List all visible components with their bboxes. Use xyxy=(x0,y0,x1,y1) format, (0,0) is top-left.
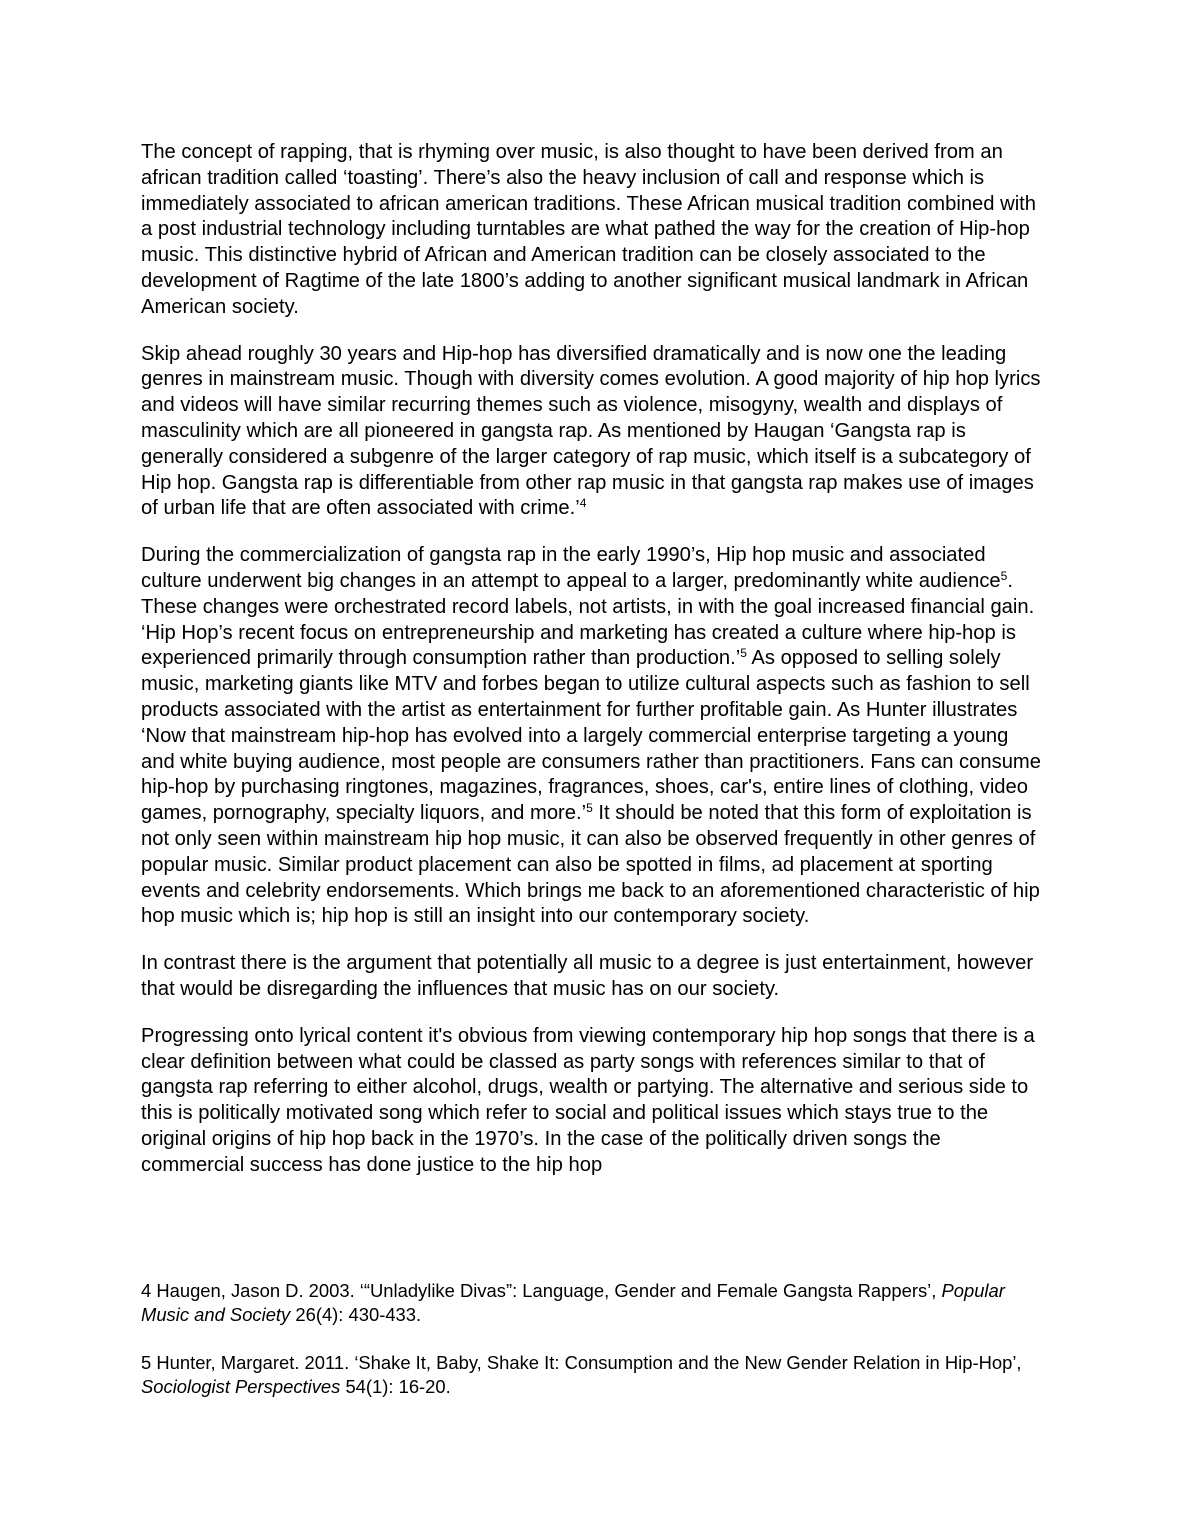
footnote-5 xyxy=(141,1351,1046,1399)
paragraph-text: As opposed to selling solely music, marketing giants like MTV and forbes began to utilize cultural aspects such as fashion to sell products associated with the artist as entertainment for further profitable gain. As Hunter illustrates ‘Now that mainstream hip-hop has evolved into a largely commercial enterprise targeting a young and white buying audience, most people are consumers rather than practitioners. Fans can consume hip-hop by purchasing ringtones, magazines, fragrances, shoes, car's, entire lines of clothing, video games, pornography, specialty liquors, and more.’ xyxy=(141,647,1041,825)
body-text xyxy=(141,140,1046,1199)
paragraph-text: The concept of rapping, that is rhyming over music, is also thought to have been derived from an african tradition called ‘toasting’. There’s also the heavy inclusion of call and response which is immediately associated to african american traditions. These African musical tradition combined with a post industrial technology including turntables are what pathed the way for the creation of Hip-hop music. This distinctive hybrid of African and American tradition can be closely associated to the development of Ragtime of the late 1800’s adding to another significant musical landmark in African American society. xyxy=(141,141,1037,318)
footnote-ref-4[interactable]: 4 xyxy=(579,496,587,511)
footnote-number: 5 xyxy=(141,1352,152,1373)
footnote-tail: 54(1): 16-20. xyxy=(340,1376,451,1397)
paragraph-lyrical-content xyxy=(141,1024,1046,1179)
footnote-number: 4 xyxy=(141,1280,152,1301)
paragraph-text: During the commercialization of gangsta rap in the early 1990’s, Hip hop music and associated culture underwent big changes in an attempt to appeal to a larger, predominantly white audience xyxy=(141,544,1001,592)
paragraph-toasting xyxy=(141,140,1046,321)
paragraph-text: . These changes were orchestrated record labels, not artists, in with the goal increased financial gain. ‘Hip Hop’s recent focus on entrepreneurship and marketing has created a culture where hip-hop is experienced primarily through consumption rather than production.’ xyxy=(141,569,1035,670)
paragraph-text: Progressing onto lyrical content it's obvious from viewing contemporary hip hop songs that there is a clear definition between what could be classed as party songs with references similar to that of gangsta rap referring to either alcohol, drugs, wealth or partying. The alternative and serious side to this is politically motivated song which refer to social and political issues which stays true to the original origins of hip hop back in the 1970’s. In the case of the politically driven songs the commercial success has done justice to the hip hop xyxy=(141,1024,1035,1176)
footnote-tail: 26(4): 430-433. xyxy=(290,1304,422,1325)
footnote-ref-5[interactable]: 5 xyxy=(1000,568,1008,583)
paragraph-text: In contrast there is the argument that potentially all music to a degree is just entertainment, however that would be disregarding the influences that music has on our society. xyxy=(141,952,1034,1000)
footnote-ref-5[interactable]: 5 xyxy=(586,801,593,816)
footnote-4 xyxy=(141,1279,1046,1327)
paragraph-text: It should be noted that this form of exploitation is not only seen within mainstream hip hop music, it can also be observed frequently in other genres of popular music. Similar product placement can also be spotted in films, ad placement at sporting events and celebrity endorsements. Which brings me back to an aforementioned characteristic of hip hop music which is; hip hop is still an insight into our contemporary society. xyxy=(141,802,1040,928)
paragraph-gangsta-rap xyxy=(141,342,1046,523)
footnote-ref-5[interactable]: 5 xyxy=(740,646,747,661)
footnotes xyxy=(141,1279,1046,1423)
paragraph-contrast xyxy=(141,951,1046,1003)
footnote-text: Haugen, Jason D. 2003. ‘“Unladylike Divas”: Language, Gender and Female Gangsta Rappers’, xyxy=(151,1280,942,1301)
paragraph-commercialization xyxy=(141,543,1046,930)
footnote-journal: Sociologist Perspectives xyxy=(141,1376,341,1397)
footnote-journal: Popular Music and Society xyxy=(141,1280,1005,1325)
footnote-text: Hunter, Margaret. 2011. ‘Shake It, Baby, Shake It: Consumption and the New Gender Relation in Hip-Hop’, xyxy=(151,1352,1022,1373)
paragraph-text: Skip ahead roughly 30 years and Hip-hop has diversified dramatically and is now one the leading genres in mainstream music. Though with diversity comes evolution. A good majority of hip hop lyrics and videos will have similar recurring themes such as violence, misogyny, wealth and displays of masculinity which are all pioneered in gangsta rap. As mentioned by Haugan ‘Gangsta rap is generally considered a subgenre of the larger category of rap music, which itself is a subcategory of Hip hop. Gangsta rap is differentiable from other rap music in that gangsta rap makes use of images of urban life that are often associated with crime.’ xyxy=(141,342,1041,520)
